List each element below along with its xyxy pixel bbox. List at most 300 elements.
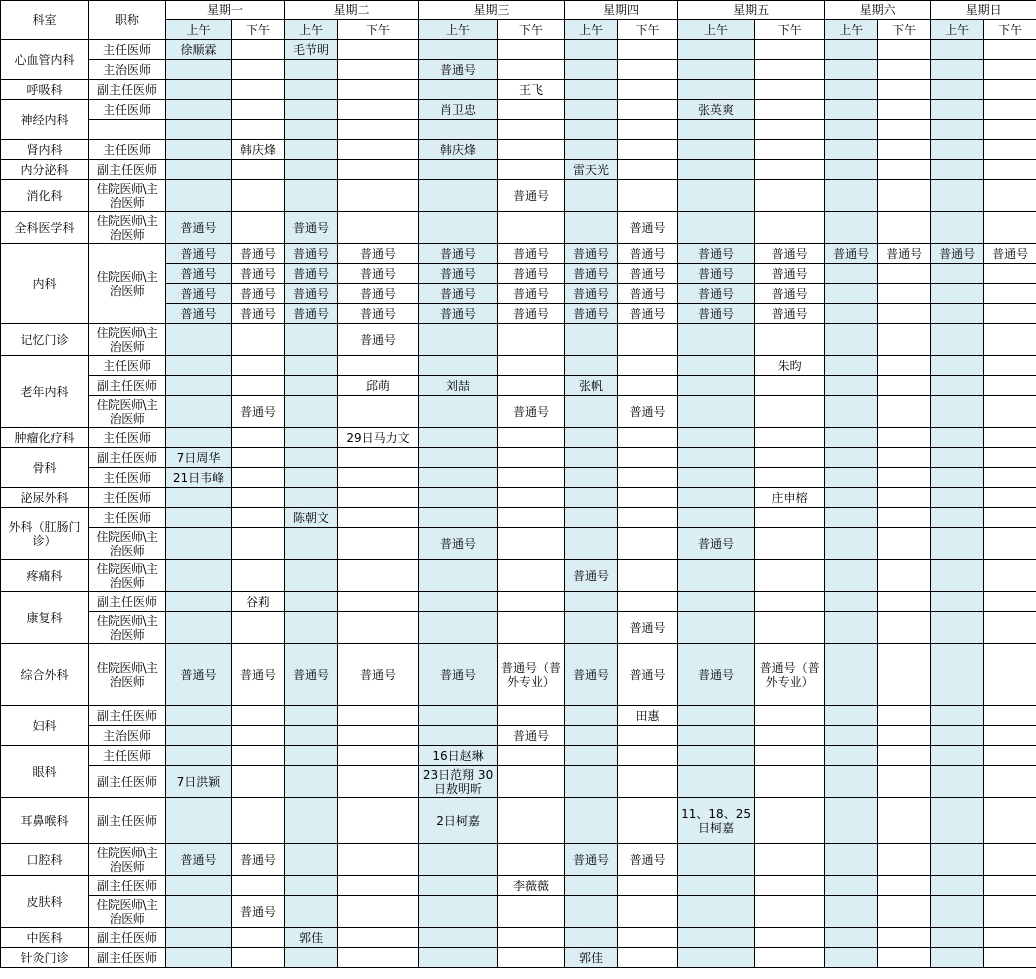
am-slot-cell xyxy=(285,706,338,726)
am-slot-cell xyxy=(285,376,338,396)
pm-slot-cell xyxy=(498,798,565,844)
pm-slot-cell xyxy=(498,120,565,140)
am-slot-cell: 普通号 xyxy=(678,528,755,560)
pm-slot-cell xyxy=(755,40,825,60)
pm-slot-cell xyxy=(878,100,931,120)
pm-slot-cell: 普通号 xyxy=(755,304,825,324)
table-row xyxy=(1,896,1036,928)
pm-slot-cell xyxy=(984,612,1036,644)
am-slot-cell xyxy=(678,80,755,100)
pm-slot-cell xyxy=(984,356,1036,376)
title-cell: 副主任医师 xyxy=(89,798,166,844)
pm-slot-cell: 普通号 xyxy=(618,396,678,428)
pm-slot-cell xyxy=(878,844,931,876)
title-cell: 住院医师\主治医师 xyxy=(89,896,166,928)
pm-slot-cell xyxy=(618,508,678,528)
dept-cell: 心血管内科 xyxy=(1,40,89,80)
pm-slot-cell: 普通号 xyxy=(338,304,419,324)
pm-slot-cell xyxy=(498,560,565,592)
am-slot-cell xyxy=(565,468,618,488)
am-slot-cell xyxy=(825,488,878,508)
pm-slot-cell xyxy=(618,896,678,928)
pm-slot-cell xyxy=(984,60,1036,80)
pm-slot-cell xyxy=(984,928,1036,948)
am-slot-cell xyxy=(825,844,878,876)
am-slot-cell: 普通号 xyxy=(419,60,498,80)
pm-slot-cell xyxy=(755,766,825,798)
am-slot-cell xyxy=(931,80,984,100)
table-row xyxy=(1,40,1036,60)
pm-slot-cell: 普通号 xyxy=(232,844,285,876)
am-slot-cell: 普通号 xyxy=(285,264,338,284)
title-cell: 住院医师\主治医师 xyxy=(89,244,166,324)
pm-slot-cell xyxy=(338,120,419,140)
table-row xyxy=(1,876,1036,896)
am-slot-cell xyxy=(285,612,338,644)
pm-slot-cell xyxy=(498,766,565,798)
am-slot-cell xyxy=(825,304,878,324)
pm-slot-cell xyxy=(878,160,931,180)
pm-slot-cell xyxy=(878,528,931,560)
am-slot-cell xyxy=(825,396,878,428)
am-slot-cell: 雷天光 xyxy=(565,160,618,180)
pm-slot-cell xyxy=(878,592,931,612)
am-slot-cell xyxy=(166,508,232,528)
am-slot-cell xyxy=(825,100,878,120)
am-slot-cell: 普通号 xyxy=(285,644,338,706)
pm-slot-cell xyxy=(338,896,419,928)
pm-slot-cell xyxy=(984,428,1036,448)
pm-slot-cell xyxy=(878,304,931,324)
am-slot-cell: 普通号 xyxy=(285,244,338,264)
pm-slot-cell xyxy=(498,60,565,80)
pm-slot-cell xyxy=(338,746,419,766)
dept-cell: 针灸门诊 xyxy=(1,948,89,968)
am-slot-cell xyxy=(285,948,338,968)
am-slot-cell: 普通号 xyxy=(285,304,338,324)
pm-slot-cell xyxy=(338,356,419,376)
am-slot-cell xyxy=(285,468,338,488)
am-slot-cell xyxy=(825,140,878,160)
am-slot-cell xyxy=(565,612,618,644)
pm-slot-cell xyxy=(878,356,931,376)
am-slot-cell xyxy=(825,428,878,448)
table-row xyxy=(1,928,1036,948)
am-slot-cell: 毛节明 xyxy=(285,40,338,60)
am-slot-cell xyxy=(285,396,338,428)
pm-slot-cell xyxy=(618,528,678,560)
table-row xyxy=(1,100,1036,120)
table-row xyxy=(1,844,1036,876)
pm-slot-cell xyxy=(338,844,419,876)
header-pm: 下午 xyxy=(984,20,1036,40)
pm-slot-cell xyxy=(755,896,825,928)
pm-slot-cell xyxy=(618,798,678,844)
title-cell: 住院医师\主治医师 xyxy=(89,560,166,592)
pm-slot-cell xyxy=(618,948,678,968)
header-am: 上午 xyxy=(565,20,618,40)
am-slot-cell xyxy=(678,766,755,798)
pm-slot-cell xyxy=(878,396,931,428)
header-am: 上午 xyxy=(419,20,498,40)
am-slot-cell xyxy=(419,508,498,528)
am-slot-cell xyxy=(678,356,755,376)
am-slot-cell xyxy=(565,928,618,948)
table-row xyxy=(1,212,1036,244)
am-slot-cell xyxy=(419,612,498,644)
am-slot-cell xyxy=(825,876,878,896)
title-cell: 住院医师\主治医师 xyxy=(89,212,166,244)
pm-slot-cell xyxy=(878,766,931,798)
pm-slot-cell xyxy=(338,508,419,528)
pm-slot-cell: 普通号 xyxy=(498,284,565,304)
pm-slot-cell xyxy=(498,706,565,726)
am-slot-cell xyxy=(419,948,498,968)
am-slot-cell: 普通号 xyxy=(285,212,338,244)
am-slot-cell: 普通号 xyxy=(565,284,618,304)
pm-slot-cell xyxy=(232,428,285,448)
am-slot-cell xyxy=(419,396,498,428)
pm-slot-cell xyxy=(878,876,931,896)
am-slot-cell xyxy=(565,726,618,746)
pm-slot-cell xyxy=(498,528,565,560)
am-slot-cell xyxy=(678,508,755,528)
am-slot-cell: 普通号 xyxy=(931,244,984,264)
title-cell: 主任医师 xyxy=(89,746,166,766)
pm-slot-cell xyxy=(878,60,931,80)
am-slot-cell xyxy=(678,212,755,244)
pm-slot-cell xyxy=(498,376,565,396)
am-slot-cell xyxy=(931,120,984,140)
pm-slot-cell xyxy=(338,212,419,244)
dept-cell: 全科医学科 xyxy=(1,212,89,244)
dept-cell: 内分泌科 xyxy=(1,160,89,180)
pm-slot-cell: 普通号 xyxy=(984,244,1036,264)
am-slot-cell xyxy=(565,448,618,468)
am-slot-cell: 普通号 xyxy=(678,644,755,706)
am-slot-cell xyxy=(419,160,498,180)
am-slot-cell xyxy=(678,160,755,180)
am-slot-cell xyxy=(825,376,878,396)
pm-slot-cell xyxy=(232,746,285,766)
table-row xyxy=(1,528,1036,560)
am-slot-cell xyxy=(825,948,878,968)
pm-slot-cell xyxy=(232,356,285,376)
pm-slot-cell xyxy=(755,592,825,612)
pm-slot-cell xyxy=(984,876,1036,896)
am-slot-cell: 普通号 xyxy=(166,304,232,324)
dept-cell: 综合外科 xyxy=(1,644,89,706)
am-slot-cell xyxy=(931,40,984,60)
am-slot-cell xyxy=(419,706,498,726)
pm-slot-cell xyxy=(618,560,678,592)
pm-slot-cell xyxy=(232,40,285,60)
am-slot-cell: 普通号 xyxy=(678,244,755,264)
am-slot-cell xyxy=(166,324,232,356)
am-slot-cell xyxy=(678,560,755,592)
am-slot-cell xyxy=(166,100,232,120)
pm-slot-cell xyxy=(338,80,419,100)
pm-slot-cell: 普通号 xyxy=(232,396,285,428)
pm-slot-cell: 普通号 xyxy=(232,244,285,264)
am-slot-cell xyxy=(166,896,232,928)
pm-slot-cell xyxy=(878,488,931,508)
pm-slot-cell xyxy=(232,488,285,508)
dept-cell: 耳鼻喉科 xyxy=(1,798,89,844)
am-slot-cell xyxy=(166,428,232,448)
am-slot-cell: 23日范翔 30日敖明昕 xyxy=(419,766,498,798)
pm-slot-cell xyxy=(984,488,1036,508)
table-row xyxy=(1,180,1036,212)
table-row xyxy=(1,706,1036,726)
title-cell: 住院医师\主治医师 xyxy=(89,396,166,428)
pm-slot-cell xyxy=(232,928,285,948)
table-row xyxy=(1,376,1036,396)
dept-cell: 老年内科 xyxy=(1,356,89,428)
am-slot-cell xyxy=(678,180,755,212)
pm-slot-cell xyxy=(984,304,1036,324)
header-am: 上午 xyxy=(285,20,338,40)
am-slot-cell xyxy=(931,60,984,80)
pm-slot-cell xyxy=(338,592,419,612)
header-pm: 下午 xyxy=(338,20,419,40)
am-slot-cell xyxy=(285,798,338,844)
am-slot-cell: 7日洪颖 xyxy=(166,766,232,798)
pm-slot-cell xyxy=(878,212,931,244)
am-slot-cell: 普通号 xyxy=(419,264,498,284)
am-slot-cell xyxy=(166,876,232,896)
am-slot-cell xyxy=(931,140,984,160)
am-slot-cell xyxy=(166,396,232,428)
table-row xyxy=(1,592,1036,612)
pm-slot-cell: 普通号 xyxy=(618,304,678,324)
pm-slot-cell xyxy=(984,844,1036,876)
am-slot-cell xyxy=(931,766,984,798)
pm-slot-cell xyxy=(498,100,565,120)
pm-slot-cell xyxy=(878,468,931,488)
pm-slot-cell xyxy=(984,948,1036,968)
dept-cell: 记忆门诊 xyxy=(1,324,89,356)
am-slot-cell xyxy=(825,706,878,726)
am-slot-cell xyxy=(565,592,618,612)
am-slot-cell xyxy=(565,706,618,726)
am-slot-cell xyxy=(419,488,498,508)
am-slot-cell xyxy=(678,844,755,876)
table-row xyxy=(1,560,1036,592)
title-cell: 住院医师\主治医师 xyxy=(89,844,166,876)
pm-slot-cell xyxy=(878,706,931,726)
am-slot-cell xyxy=(285,180,338,212)
pm-slot-cell xyxy=(878,560,931,592)
pm-slot-cell xyxy=(618,356,678,376)
am-slot-cell xyxy=(166,376,232,396)
am-slot-cell xyxy=(931,356,984,376)
pm-slot-cell xyxy=(618,100,678,120)
pm-slot-cell xyxy=(232,212,285,244)
header-day-mon: 星期一 xyxy=(166,1,285,20)
pm-slot-cell xyxy=(618,40,678,60)
am-slot-cell: 普通号 xyxy=(565,560,618,592)
am-slot-cell xyxy=(285,140,338,160)
pm-slot-cell xyxy=(498,896,565,928)
pm-slot-cell xyxy=(755,120,825,140)
pm-slot-cell: 普通号 xyxy=(338,264,419,284)
title-cell: 主治医师 xyxy=(89,726,166,746)
pm-slot-cell xyxy=(755,948,825,968)
am-slot-cell: 普通号 xyxy=(166,264,232,284)
pm-slot-cell xyxy=(338,488,419,508)
table-row xyxy=(1,356,1036,376)
pm-slot-cell xyxy=(618,324,678,356)
am-slot-cell xyxy=(931,896,984,928)
am-slot-cell xyxy=(825,40,878,60)
pm-slot-cell xyxy=(232,560,285,592)
title-cell: 主任医师 xyxy=(89,428,166,448)
am-slot-cell: 张帆 xyxy=(565,376,618,396)
am-slot-cell xyxy=(419,324,498,356)
pm-slot-cell xyxy=(618,746,678,766)
am-slot-cell xyxy=(931,726,984,746)
header-row-days xyxy=(1,1,1036,20)
am-slot-cell: 普通号 xyxy=(419,528,498,560)
am-slot-cell xyxy=(825,528,878,560)
pm-slot-cell xyxy=(498,428,565,448)
pm-slot-cell xyxy=(232,798,285,844)
header-day-wed: 星期三 xyxy=(419,1,565,20)
am-slot-cell: 21日韦峰 xyxy=(166,468,232,488)
pm-slot-cell xyxy=(878,324,931,356)
am-slot-cell xyxy=(166,488,232,508)
pm-slot-cell xyxy=(618,140,678,160)
pm-slot-cell xyxy=(878,448,931,468)
pm-slot-cell xyxy=(618,928,678,948)
am-slot-cell xyxy=(931,560,984,592)
pm-slot-cell xyxy=(984,100,1036,120)
header-pm: 下午 xyxy=(755,20,825,40)
am-slot-cell xyxy=(678,396,755,428)
am-slot-cell: 普通号 xyxy=(419,304,498,324)
am-slot-cell xyxy=(825,644,878,706)
am-slot-cell xyxy=(419,896,498,928)
pm-slot-cell xyxy=(878,508,931,528)
am-slot-cell xyxy=(931,706,984,726)
am-slot-cell xyxy=(678,612,755,644)
am-slot-cell xyxy=(565,428,618,448)
am-slot-cell xyxy=(419,356,498,376)
am-slot-cell xyxy=(419,120,498,140)
pm-slot-cell xyxy=(338,726,419,746)
am-slot-cell xyxy=(285,726,338,746)
am-slot-cell xyxy=(931,212,984,244)
pm-slot-cell: 普通号 xyxy=(498,304,565,324)
am-slot-cell xyxy=(825,356,878,376)
am-slot-cell xyxy=(166,560,232,592)
am-slot-cell xyxy=(419,844,498,876)
pm-slot-cell xyxy=(618,448,678,468)
am-slot-cell xyxy=(565,40,618,60)
am-slot-cell xyxy=(678,896,755,928)
am-slot-cell xyxy=(931,428,984,448)
pm-slot-cell xyxy=(878,140,931,160)
header-pm: 下午 xyxy=(618,20,678,40)
am-slot-cell xyxy=(166,528,232,560)
am-slot-cell xyxy=(931,798,984,844)
table-row xyxy=(1,644,1036,706)
pm-slot-cell xyxy=(755,528,825,560)
pm-slot-cell: 普通号 xyxy=(338,644,419,706)
pm-slot-cell xyxy=(618,592,678,612)
title-cell: 主任医师 xyxy=(89,468,166,488)
pm-slot-cell xyxy=(755,560,825,592)
dept-cell: 外科（肛肠门诊） xyxy=(1,508,89,560)
dept-cell: 消化科 xyxy=(1,180,89,212)
table-row xyxy=(1,448,1036,468)
am-slot-cell xyxy=(825,180,878,212)
pm-slot-cell xyxy=(338,140,419,160)
am-slot-cell xyxy=(825,448,878,468)
title-cell: 住院医师\主治医师 xyxy=(89,644,166,706)
header-title: 职称 xyxy=(89,1,166,40)
pm-slot-cell xyxy=(755,876,825,896)
pm-slot-cell xyxy=(755,798,825,844)
pm-slot-cell: 普通号 xyxy=(755,284,825,304)
table-row xyxy=(1,746,1036,766)
pm-slot-cell xyxy=(232,876,285,896)
am-slot-cell xyxy=(166,60,232,80)
pm-slot-cell xyxy=(498,488,565,508)
pm-slot-cell xyxy=(984,726,1036,746)
am-slot-cell xyxy=(166,180,232,212)
am-slot-cell xyxy=(678,706,755,726)
am-slot-cell xyxy=(419,428,498,448)
title-cell: 主任医师 xyxy=(89,356,166,376)
pm-slot-cell xyxy=(232,120,285,140)
dept-cell: 妇科 xyxy=(1,706,89,746)
am-slot-cell: 普通号 xyxy=(419,244,498,264)
pm-slot-cell xyxy=(618,120,678,140)
pm-slot-cell xyxy=(984,160,1036,180)
pm-slot-cell xyxy=(618,468,678,488)
pm-slot-cell xyxy=(498,448,565,468)
am-slot-cell xyxy=(285,896,338,928)
am-slot-cell xyxy=(678,876,755,896)
pm-slot-cell xyxy=(755,844,825,876)
pm-slot-cell xyxy=(984,448,1036,468)
am-slot-cell xyxy=(825,746,878,766)
pm-slot-cell: 普通号 xyxy=(755,264,825,284)
pm-slot-cell xyxy=(755,508,825,528)
pm-slot-cell xyxy=(498,508,565,528)
am-slot-cell: 普通号 xyxy=(166,644,232,706)
am-slot-cell xyxy=(166,160,232,180)
pm-slot-cell: 普通号 xyxy=(498,726,565,746)
am-slot-cell xyxy=(166,612,232,644)
pm-slot-cell: 普通号 xyxy=(338,284,419,304)
pm-slot-cell xyxy=(338,528,419,560)
am-slot-cell xyxy=(285,844,338,876)
header-day-thu: 星期四 xyxy=(565,1,678,20)
am-slot-cell: 张英爽 xyxy=(678,100,755,120)
pm-slot-cell: 王飞 xyxy=(498,80,565,100)
am-slot-cell: 普通号 xyxy=(678,284,755,304)
am-slot-cell xyxy=(419,592,498,612)
pm-slot-cell: 普通号 xyxy=(878,244,931,264)
am-slot-cell xyxy=(565,876,618,896)
am-slot-cell: 7日周华 xyxy=(166,448,232,468)
am-slot-cell xyxy=(678,928,755,948)
am-slot-cell: 普通号 xyxy=(166,212,232,244)
pm-slot-cell: 普通号 xyxy=(498,244,565,264)
